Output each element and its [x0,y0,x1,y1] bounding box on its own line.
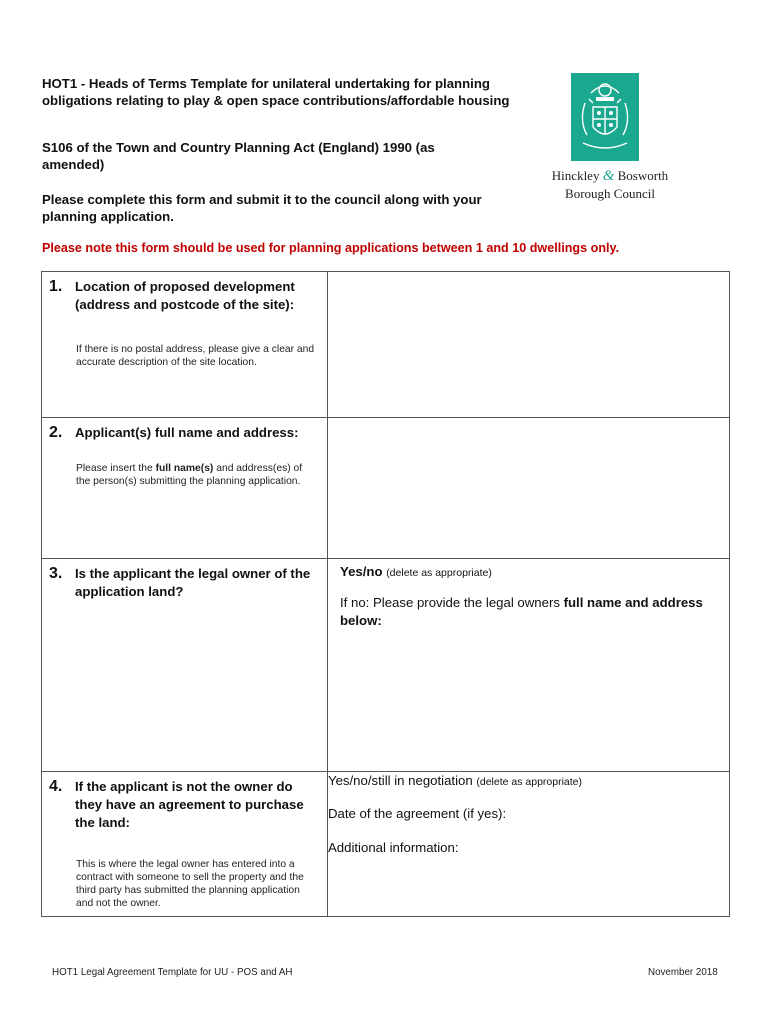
question-number: 3. [49,565,63,582]
question-number: 4. [49,778,63,795]
question-hint: This is where the legal owner has entered into a contract with someone to sell the property and the third party has submitted the planning application and not the owner. [76,859,304,909]
form-row-ownership [42,559,730,772]
question-cell [42,418,328,559]
question-number: 2. [49,424,63,441]
document-title: HOT1 - Heads of Terms Template for unilateral undertaking for planning obligations relating to play & open space contributions/affordable housing [42,76,510,108]
additional-info-label: Additional information: [328,840,459,855]
answer-field-ownership[interactable] [328,559,730,772]
council-name-part: Hinckley [551,168,600,183]
answer-option: Yes/no/still in negotiation [328,773,473,788]
form-row-agreement [42,772,730,917]
question-cell [42,772,328,917]
coat-of-arms-icon [571,73,639,161]
act-reference: S106 of the Town and Country Planning Act (England) 1990 (as amended) [42,140,435,172]
council-name-line1 [540,167,680,185]
question-label: Applicant(s) full name and address: [75,425,299,440]
question-label: Is the applicant the legal owner of the application land? [75,566,311,599]
council-name [540,167,680,202]
instruction-text: Please complete this form and submit it to the council along with your planning application. [42,192,482,224]
council-name-part: Bosworth [617,168,669,183]
hint-text: and address(es) of the person(s) submitting the planning application. [76,463,303,487]
form-row-applicant [42,418,730,559]
answer-field-location[interactable] [328,272,730,418]
council-logo [540,73,680,203]
form-table [41,271,730,917]
agreement-date-label: Date of the agreement (if yes): [328,806,507,821]
council-name-line2: Borough Council [565,186,655,201]
hint-text: Please insert the [76,463,153,474]
footer-document-name: HOT1 Legal Agreement Template for UU - POS and AH [52,967,293,978]
answer-field-agreement[interactable] [328,772,730,917]
question-label: Location of proposed development (address and postcode of the site): [75,279,295,312]
question-hint: If there is no postal address, please give a clear and accurate description of the site location. [76,344,315,368]
usage-note: Please note this form should be used for planning applications between 1 and 10 dwellings only. [42,241,620,255]
ampersand: & [602,168,615,184]
answer-note: (delete as appropriate) [386,567,492,579]
answer-prompt: If no: Please provide the legal owners [340,595,560,610]
answer-option: Yes/no [340,564,383,579]
question-cell [42,559,328,772]
question-label: If the applicant is not the owner do they have an agreement to purchase the land: [75,779,304,830]
answer-prompt-bold: full name and address below: [340,595,703,628]
answer-field-applicant[interactable] [328,418,730,559]
answer-note: (delete as appropriate) [476,776,583,788]
question-number: 1. [49,278,63,295]
hint-bold-text: full name(s) [155,463,214,474]
question-cell [42,272,328,418]
form-row-location [42,272,730,418]
footer-date: November 2018 [648,967,718,978]
question-hint [42,462,327,488]
